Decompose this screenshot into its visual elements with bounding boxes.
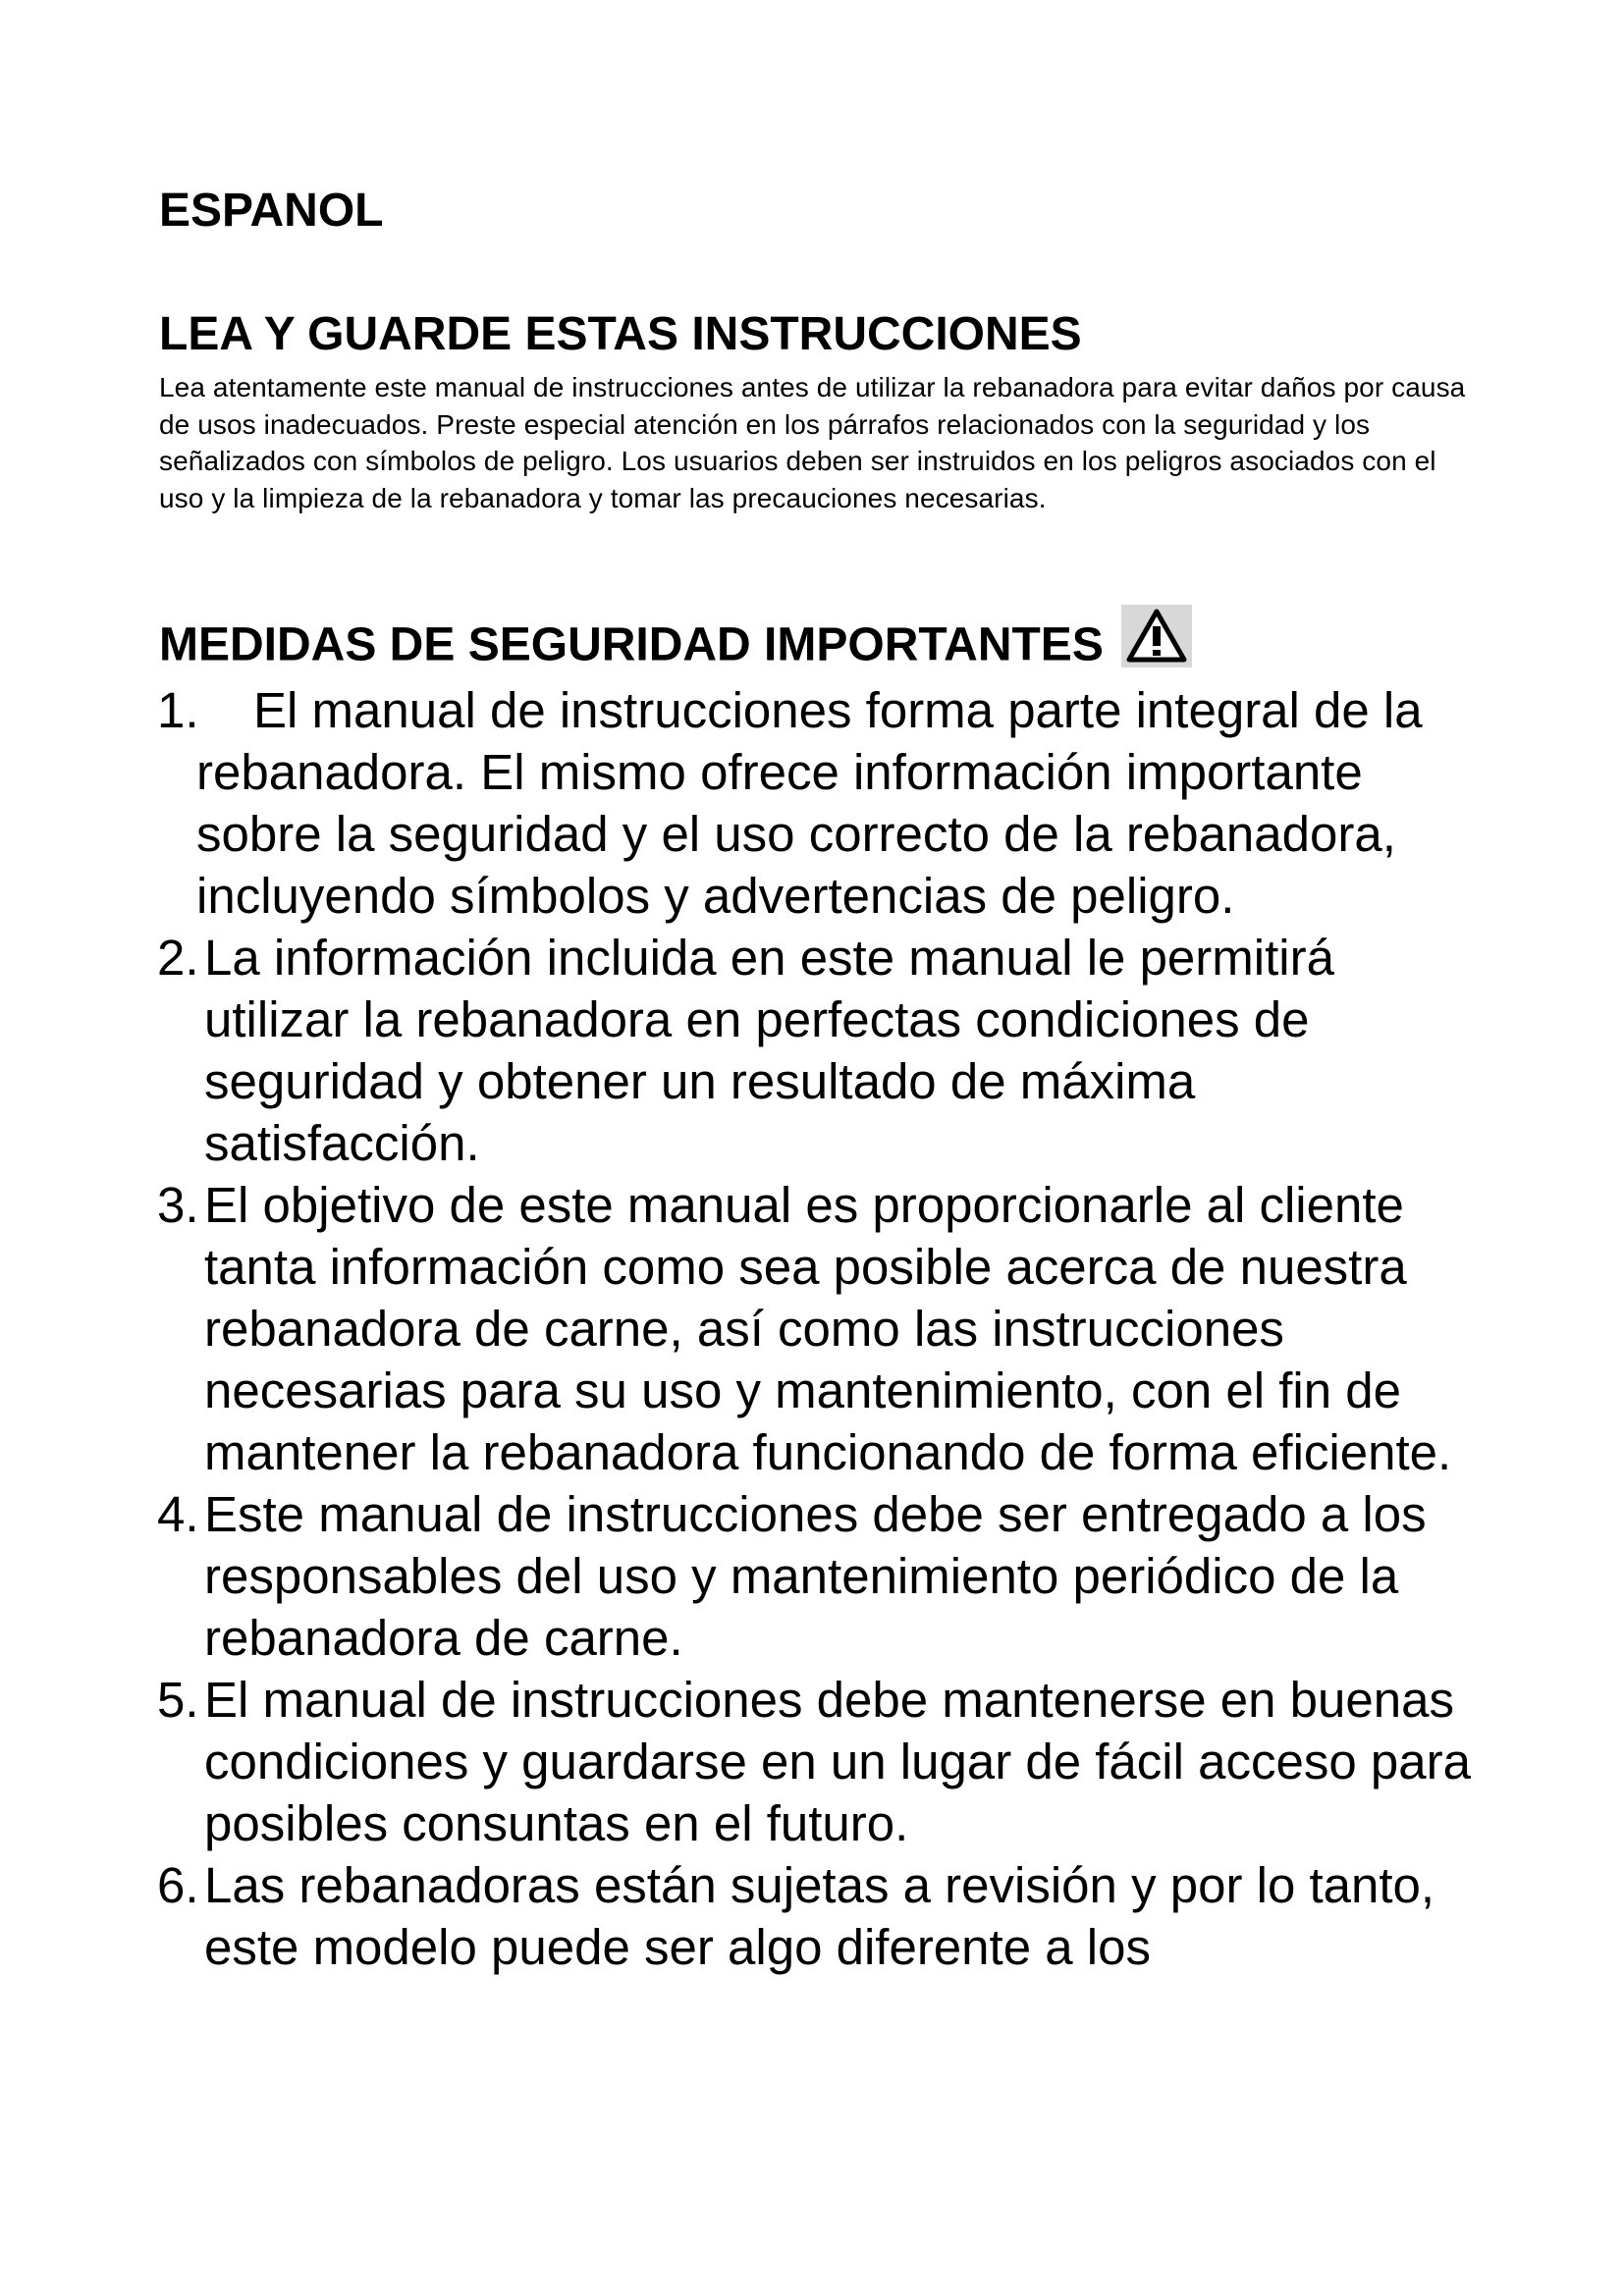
safety-heading-text: MEDIDAS DE SEGURIDAD IMPORTANTES <box>159 618 1104 671</box>
safety-item-text: rebanadora. El mismo ofrece información importante sobre la seguridad y el uso correcto de la rebanadora, incluyendo símbolos y advertencias de peligro. <box>196 744 1396 924</box>
safety-item-text: La información incluida en este manual le permitirá utilizar la rebanadora en perfectas condiciones de seguridad y obtener un resultado de máxima satisfacción. <box>204 930 1334 1171</box>
safety-item-6 <box>159 1854 1485 1978</box>
warning-triangle-icon <box>1121 605 1192 667</box>
safety-item-4 <box>159 1483 1485 1669</box>
safety-item-text: Este manual de instrucciones debe ser entregado a los responsables del uso y mantenimiento periódico de la rebanadora de carne. <box>204 1486 1427 1666</box>
safety-heading <box>159 616 1192 679</box>
safety-item-number: 1. <box>157 682 199 738</box>
read-and-keep-heading: LEA Y GUARDE ESTAS INSTRUCCIONES <box>159 308 1082 360</box>
safety-item-text: Las rebanadoras están sujetas a revisión y por lo tanto, este modelo puede ser algo diferente a los <box>204 1857 1435 1975</box>
safety-item-3 <box>159 1174 1485 1483</box>
safety-item-text: El manual de instrucciones debe mantenerse en buenas condiciones y guardarse en un lugar de fácil acceso para posibles consuntas en el futuro. <box>204 1672 1471 1851</box>
safety-item-1 <box>159 679 1485 927</box>
safety-item-number: 2. <box>157 930 199 986</box>
language-heading: ESPANOL <box>159 185 384 237</box>
safety-instructions-list <box>159 679 1485 1978</box>
safety-item-5 <box>159 1669 1485 1854</box>
safety-item-text-first-line: El manual de instrucciones forma parte integral de la <box>253 682 1423 738</box>
intro-paragraph: Lea atentamente este manual de instrucciones antes de utilizar la rebanadora para evitar daños por causa de usos inadecuados. Preste especial atención en los párrafos relacionados con la seguridad y los señalizados con símbolos de peligro. Los usuarios deben ser instruidos en los peligros asociados con el uso y la limpieza de la rebanadora y tomar las precauciones necesarias. <box>159 372 1466 513</box>
safety-item-number: 6. <box>157 1857 199 1913</box>
safety-item-2 <box>159 927 1485 1174</box>
safety-item-number: 5. <box>157 1672 199 1728</box>
safety-item-number: 3. <box>157 1177 199 1233</box>
safety-item-text: El objetivo de este manual es proporcionarle al cliente tanta información como sea posible acerca de nuestra rebanadora de carne, así como las instrucciones necesarias para su uso y mantenimiento, con el fin de mantener la rebanadora funcionando de forma eficiente. <box>204 1177 1452 1480</box>
safety-item-number: 4. <box>157 1486 199 1542</box>
